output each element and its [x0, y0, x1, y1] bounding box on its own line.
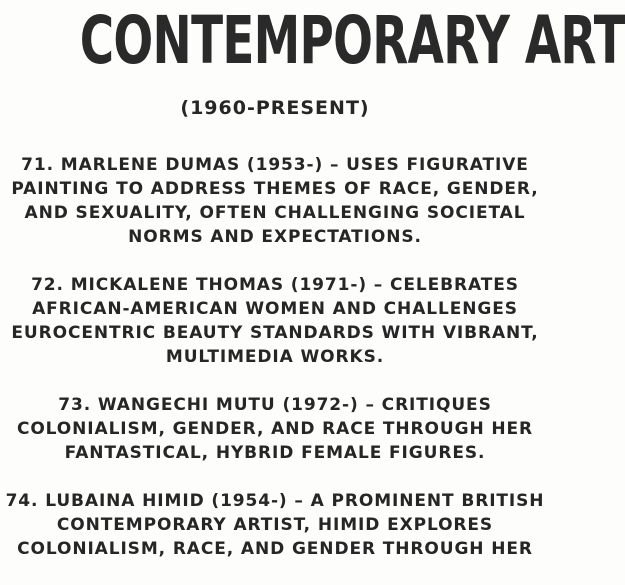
- entry-71: 71. MARLENE DUMAS (1953-) – USES FIGURATIVE PAINTING TO ADDRESS THEMES OF RACE, GENDER, AND SEXUALITY, OFTEN CHALLENGING SOCIETAL NORMS AND EXPECTATIONS.: [11, 155, 539, 247]
- page-title: CONTEMPORARY ART: [79, 2, 625, 79]
- entry-73: 73. WANGECHI MUTU (1972-) – CRITIQUES COLONIALISM, GENDER, AND RACE THROUGH HER FANTASTICAL, HYBRID FEMALE FIGURES.: [16, 395, 534, 463]
- entry-list: [0, 153, 550, 585]
- page-subtitle: (1960-PRESENT): [180, 97, 370, 119]
- entry-72: 72. MICKALENE THOMAS (1971-) – CELEBRATES AFRICAN-AMERICAN WOMEN AND CHALLENGES EUROCENTRIC BEAUTY STANDARDS WITH VIBRANT, MULTIMEDIA WORKS.: [11, 275, 539, 367]
- entry-74: 74. LUBAINA HIMID (1954-) – A PROMINENT BRITISH CONTEMPORARY ARTIST, HIMID EXPLORES COLONIALISM, RACE, AND GENDER THROUGH HER: [5, 491, 545, 559]
